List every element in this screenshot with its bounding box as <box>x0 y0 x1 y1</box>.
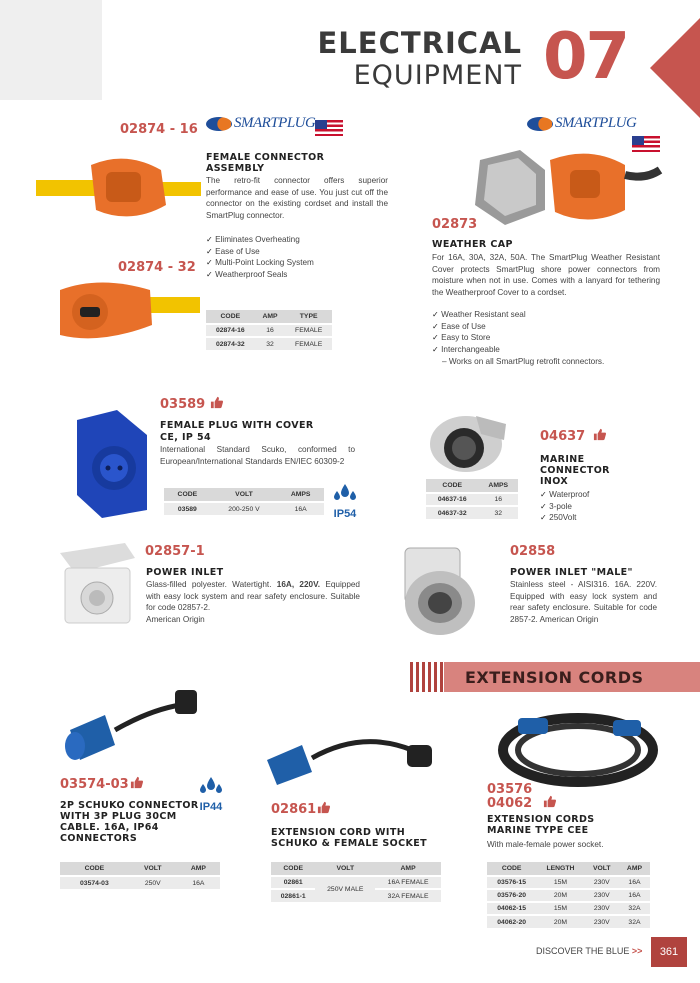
product-image-power-inlet <box>55 543 140 625</box>
product-title: CE, IP 54 <box>160 432 212 443</box>
extension-cords-banner <box>410 662 700 692</box>
chapter-number: 07 <box>543 20 629 94</box>
product-description: For 16A, 30A, 32A, 50A. The SmartPlug Weather Resistant Cover protects SmartPlug shore power connectors from moisture when not in use. Comes with a lanyard for tethering the Weatherproof Cover to a cordset. <box>432 253 660 297</box>
smartplug-logo: SMARTPLUG <box>206 115 315 132</box>
product-origin: American Origin <box>146 615 205 624</box>
chevron-icon <box>650 18 700 118</box>
water-drops-icon <box>196 776 226 796</box>
product-title: EXTENSION CORDS MARINE TYPE CEE <box>487 814 595 836</box>
feature-item: ✓ Weather Resistant seal <box>432 309 526 321</box>
product-image-female-plug <box>72 410 162 520</box>
feature-item: ✓ Ease of Use <box>206 246 314 258</box>
spec-table: CODE VOLT AMPS 03589 200-250 V 16A <box>164 488 324 515</box>
feature-item: ✓ Easy to Store <box>432 332 526 344</box>
product-description: With male-female power socket. <box>487 840 604 849</box>
product-note: – Works on all SmartPlug retrofit connectors. <box>442 357 605 366</box>
table-row: 04637-16 16 <box>426 493 518 506</box>
table-row: 03576-20 20M 230V 16A <box>487 889 650 902</box>
spec-table: CODE VOLT AMP 02861 250V MALE 16A FEMALE 02861-1 32A FEMALE <box>271 862 441 902</box>
product-title: EXTENSION CORD WITH SCHUKO & FEMALE SOCKET <box>271 827 428 849</box>
table-row: 04062-15 15M 230V 32A <box>487 902 650 915</box>
product-image-cord-reel <box>488 700 663 790</box>
spec-table: CODE AMP TYPE 02874-16 16 FEMALE 02874-32 32 FEMALE <box>206 310 332 350</box>
product-code: 02874 - 16 <box>120 122 198 137</box>
product-image-connector-32 <box>40 275 200 350</box>
page-number: 361 <box>651 937 687 967</box>
feature-item: ✓ 3-pole <box>540 501 589 513</box>
product-code: 02874 - 32 <box>118 260 196 275</box>
product-description: The retro-fit connector offers superior performance and ease of use. You just cut off the connector on the existing cordset and install the SmartPlug connector. <box>206 176 388 220</box>
table-row: 03589 200-250 V 16A <box>164 502 324 515</box>
product-image-weather-cap <box>460 140 665 230</box>
product-title: MARINE CONNECTOR INOX <box>540 454 610 487</box>
product-title: WEATHER CAP <box>432 239 513 250</box>
product-image-power-inlet-male <box>385 543 500 643</box>
section-title: ELECTRICAL <box>317 26 522 60</box>
feature-item: ✓ Multi-Point Locking System <box>206 257 314 269</box>
product-code: 02858 <box>510 544 556 559</box>
table-row: 03574-03 250V 16A <box>60 876 220 889</box>
ip54-badge: IP54 <box>330 483 360 520</box>
product-image-marine-connector <box>426 410 511 478</box>
product-description: Glass-filled polyester. Watertight. 16A, 220V. Equipped with easy lock system and rear safety enclosure. Suitable for code 02857-2. <box>146 580 360 612</box>
thumbs-up-icon <box>210 396 223 409</box>
product-description: Stainless steel - AISI316. 16A. 220V. Equipped with easy lock system and rear safety enclosure. Suitable for code 2857-2. American Origin <box>510 580 657 624</box>
thumbs-up-icon <box>543 795 556 808</box>
feature-item: ✓ 250Volt <box>540 512 589 524</box>
product-image-schuko-adapter <box>60 680 200 770</box>
table-row: 02874-16 16 FEMALE <box>206 324 332 337</box>
table-row: 03576-15 15M 230V 16A <box>487 876 650 889</box>
us-flag-icon <box>315 120 343 136</box>
product-description: International Standard Scuko, conformed to European/International Standards EN/IEC 60309-2 <box>160 445 355 466</box>
table-row: 04062-20 20M 230V 32A <box>487 915 650 928</box>
product-image-extension-cord <box>262 730 442 790</box>
footer-tagline: DISCOVER THE BLUE >> <box>536 946 643 956</box>
corner-block <box>0 0 102 100</box>
product-title: 2P SCHUKO CONNECTOR WITH 3P PLUG 30CM CABLE. 16A, IP64 CONNECTORS <box>60 800 199 844</box>
ip44-badge: IP44 <box>196 776 226 813</box>
banner-label: EXTENSION CORDS <box>465 668 644 687</box>
product-code: 04062 <box>487 796 533 811</box>
spec-table: CODE AMPS 04637-16 16 04637-32 32 <box>426 479 518 519</box>
section-subtitle: EQUIPMENT <box>353 60 522 91</box>
product-title: FEMALE CONNECTOR ASSEMBLY <box>206 152 325 174</box>
table-row: 04637-32 32 <box>426 506 518 519</box>
product-code: 04637 <box>540 429 586 444</box>
product-code: 03576 <box>487 782 533 797</box>
feature-list <box>206 234 314 280</box>
feature-item: ✓ Interchangeable <box>432 344 526 356</box>
table-row: 02861-1 32A FEMALE <box>271 889 441 902</box>
spec-table: CODE VOLT AMP 03574-03 250V 16A <box>60 862 220 889</box>
feature-item: ✓ Weatherproof Seals <box>206 269 314 281</box>
feature-list <box>432 309 526 355</box>
product-code: 02861 <box>271 802 317 817</box>
product-title: POWER INLET <box>146 567 224 578</box>
product-title: FEMALE PLUG WITH COVER <box>160 420 314 431</box>
product-title: POWER INLET "MALE" <box>510 567 633 578</box>
feature-list <box>540 489 589 524</box>
feature-item: ✓ Waterproof <box>540 489 589 501</box>
thumbs-up-icon <box>317 801 330 814</box>
product-image-connector-16 <box>36 140 201 235</box>
product-code: 02873 <box>432 217 478 232</box>
smartplug-logo: SMARTPLUG <box>527 115 636 132</box>
table-row: 02861 250V MALE 16A FEMALE <box>271 876 441 889</box>
table-row: 02874-32 32 FEMALE <box>206 337 332 350</box>
feature-item: ✓ Ease of Use <box>432 321 526 333</box>
spec-table: CODE LENGTH VOLT AMP 03576-15 15M 230V 16A 03576-20 20M 230V 16A 04062-15 15M 230V 32A 04062-20 20M 230V 32A <box>487 862 650 928</box>
product-code: 03574-03 <box>60 777 129 792</box>
water-drops-icon <box>330 483 360 503</box>
product-code: 03589 <box>160 397 206 412</box>
feature-item: ✓ Eliminates Overheating <box>206 234 314 246</box>
thumbs-up-icon <box>593 428 606 441</box>
thumbs-up-icon <box>130 776 143 789</box>
product-code: 02857-1 <box>145 544 205 559</box>
